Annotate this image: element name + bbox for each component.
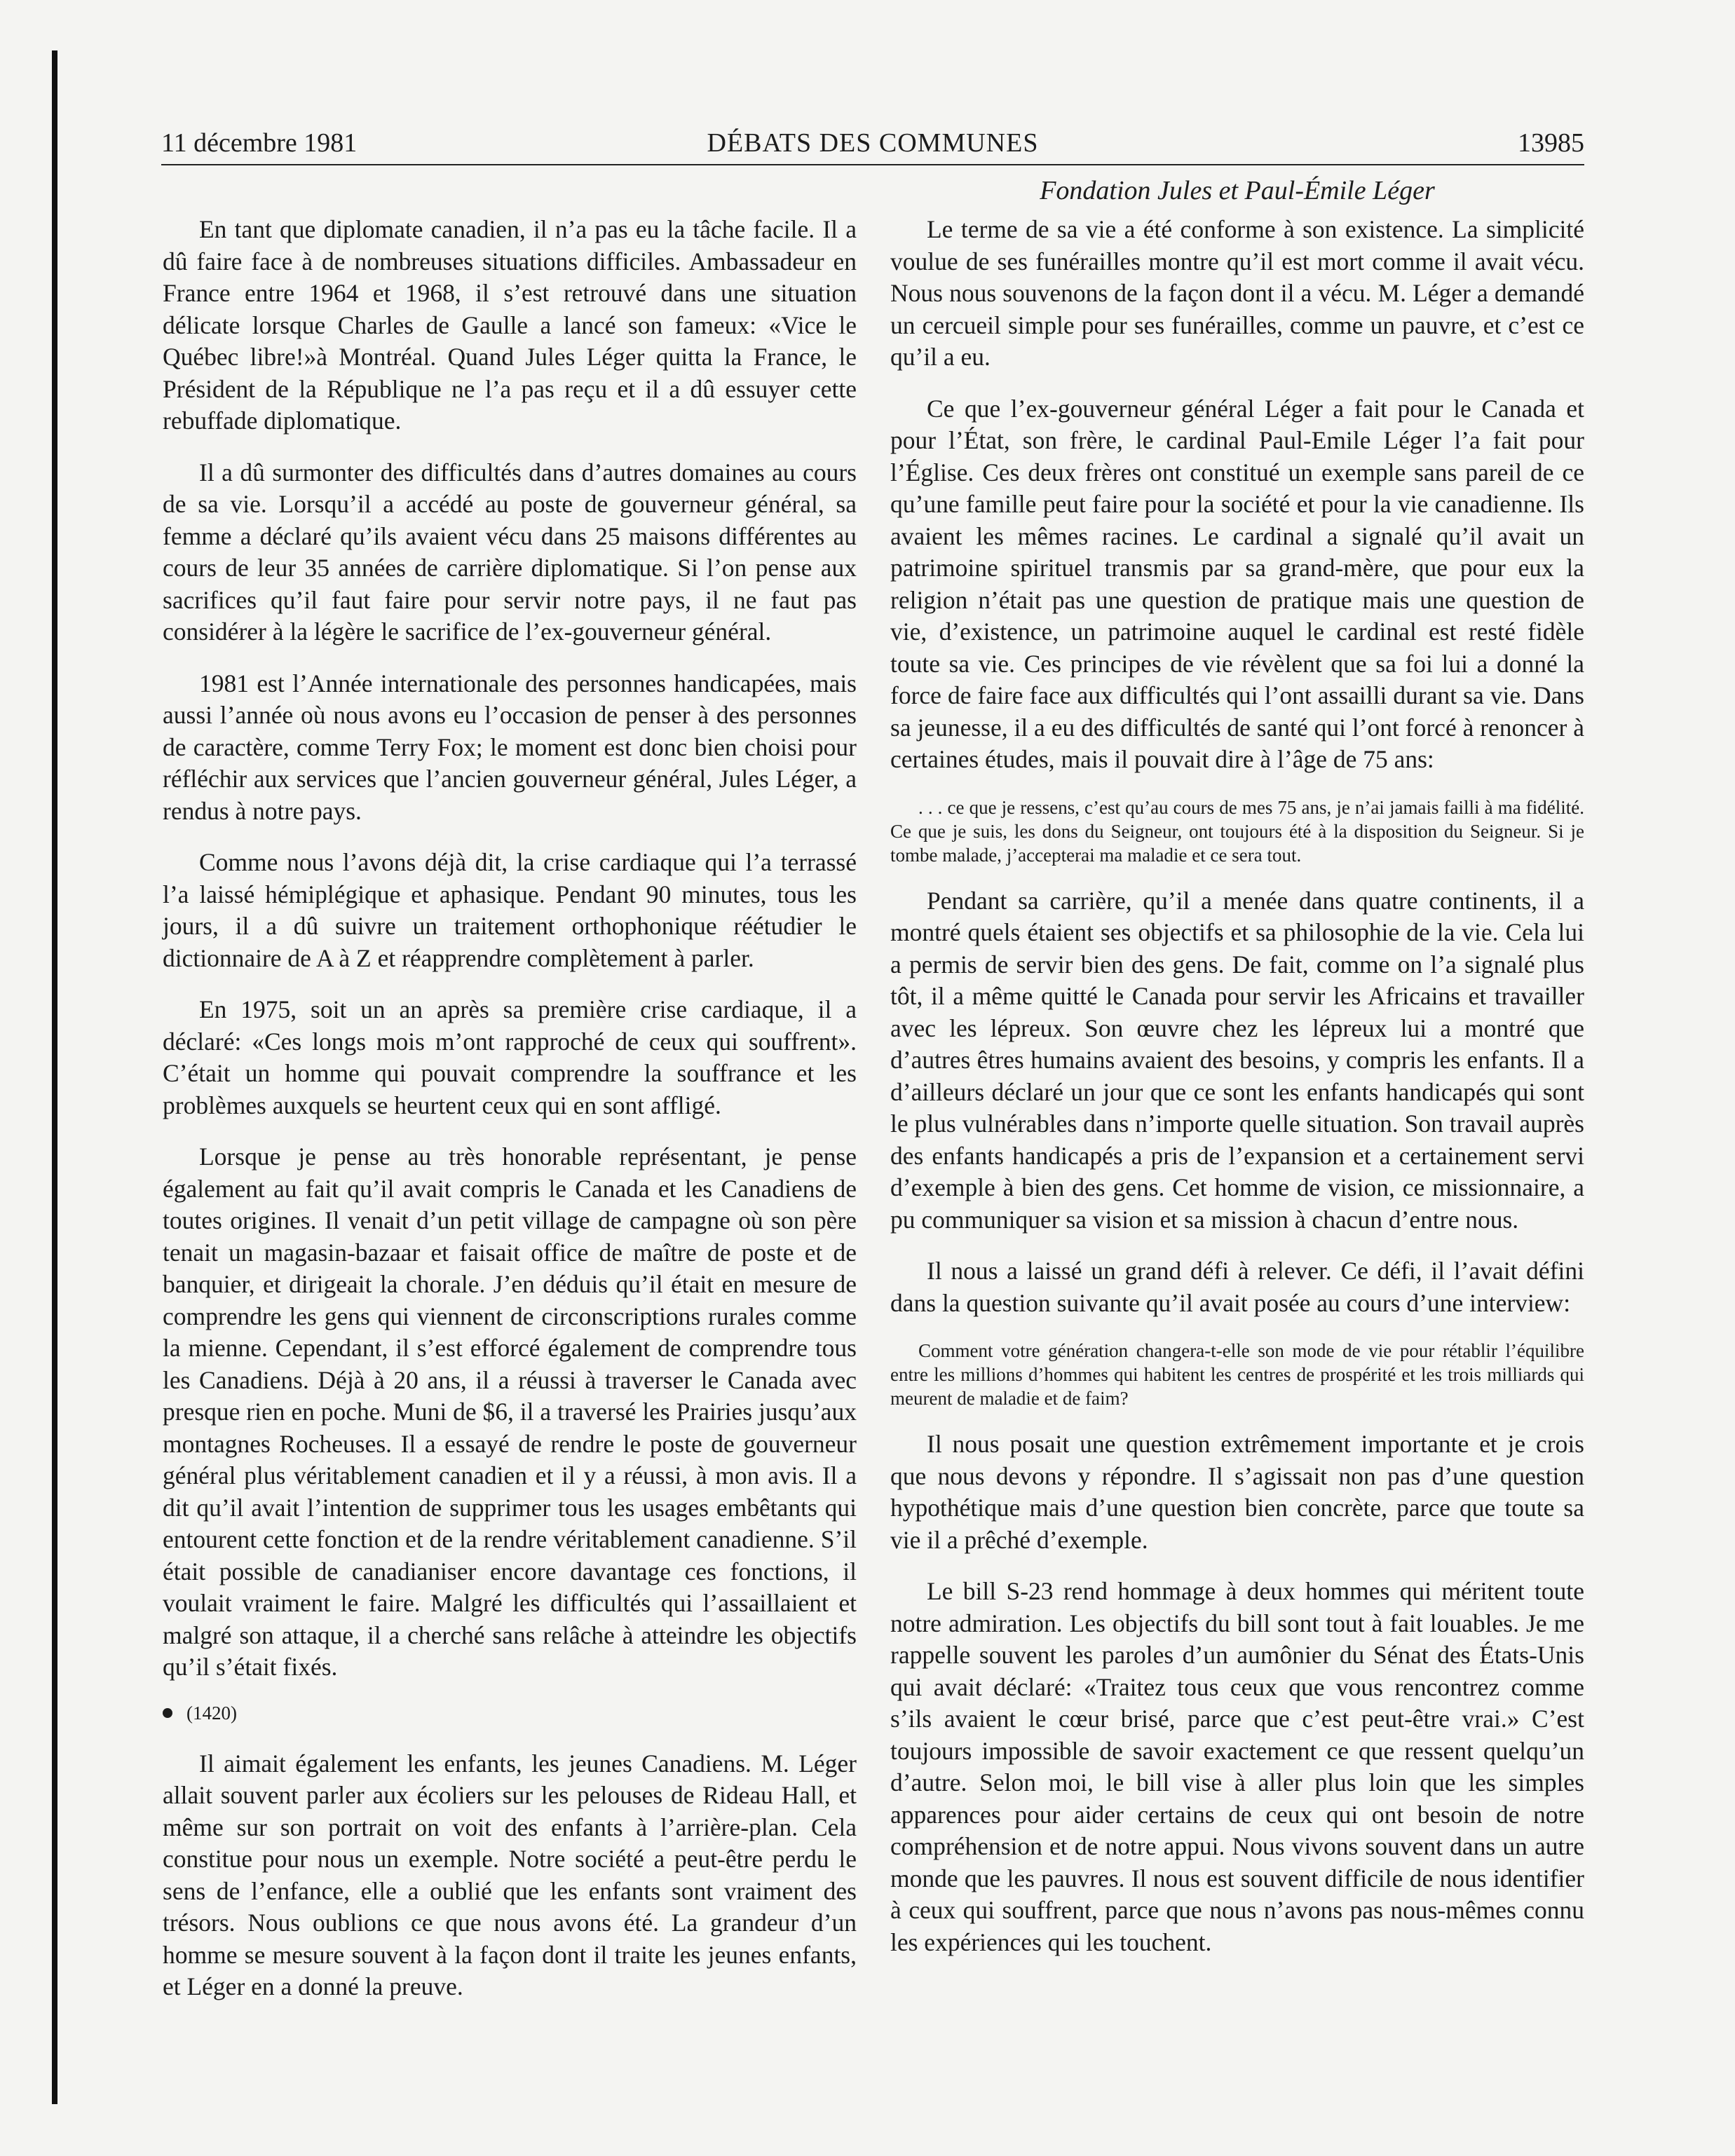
left-column bbox=[163, 214, 857, 2023]
block-quote bbox=[890, 1339, 1584, 1410]
paragraph: 1981 est l’Année internationale des personnes handicapées, mais aussi l’année où nous avons eu l’occasion de penser à des personnes de caractère, comme Terry Fox; le moment est donc bien choisi pour réfléchir aux services que l’ancien gouverneur général, Jules Léger, a rendus à notre pays. bbox=[163, 669, 857, 825]
block-quote bbox=[890, 796, 1584, 867]
header-rule bbox=[161, 164, 1584, 165]
bullet-icon bbox=[163, 1708, 172, 1718]
paragraph: Lorsque je pense au très honorable représentant, je pense également au fait qu’il avait compris le Canada et les Canadiens de toutes origines. Il venait d’un petit village de campagne où son père tenait un magasin-bazaar et faisait office de maître de poste et de banquier, et dirigeait la chorale. J’en déduis qu’il était en mesure de comprendre les gens qui viennent de circonscriptions rurales comme la mienne. Cependant, il s’est efforcé également de comprendre tous les Canadiens. Déjà à 20 ans, il a réussi à traverser le Canada avec presque rien en poche. Muni de $6, il a traversé les Prairies jusqu’aux montagnes Rocheuses. Il a essayé de rendre le poste de gouverneur général plus véritablement canadien et il y a réussi, à mon avis. Il a dit qu’il avait l’intention de supprimer tous les usages embêtants qui entourent cette fonction et de la rendre véritablement canadienne. S’il était possible de canadianiser encore davantage ces fonctions, il voulait vraiment le faire. Malgré les difficultés qui l’assaillaient et malgré son attaque, il a cherché sans relâche à atteindre les objectifs qu’il s’était fixés. bbox=[163, 1142, 857, 1681]
paragraph: En 1975, soit un an après sa première crise cardiaque, il a déclaré: «Ces longs mois m’ont rapproché de ceux qui souffrent». C’était un homme qui pouvait comprendre la souffrance et les problèmes auxquels se heurtent ceux qui en sont affligé. bbox=[163, 995, 857, 1119]
binding-edge-shadow bbox=[52, 50, 57, 2104]
running-header bbox=[161, 125, 1584, 161]
time-marker-text: (1420) bbox=[186, 1702, 237, 1724]
quote-text: Comment votre génération changera-t-elle son mode de vie pour rétablir l’équilibre entre les millions d’hommes qui habitent les centres de prospérité et les trois milliards qui meurent de maladie et de faim? bbox=[890, 1340, 1584, 1409]
section-title: Fondation Jules et Paul-Émile Léger bbox=[1040, 176, 1435, 205]
quote-text: . . . ce que je ressens, c’est qu’au cours de mes 75 ans, je n’ai jamais failli à ma fidélité. Ce que je suis, les dons du Seigneur, ont toujours été à la disposition du Seigneur. Si je tombe malade, j’accepterai ma maladie et ce sera tout. bbox=[890, 796, 1584, 866]
paragraph: Il a dû surmonter des difficultés dans d’autres domaines au cours de sa vie. Lorsqu’il a accédé au poste de gouverneur général, sa femme a déclaré qu’ils avaient vécu dans 25 maisons différentes au cours de leur 35 années de carrière diplomatique. Si l’on pense aux sacrifices qu’il faut faire pour servir notre pays, il ne faut pas considérer à la légère le sacrifice de l’ex-gouverneur général. bbox=[163, 458, 857, 646]
paragraph: En tant que diplomate canadien, il n’a pas eu la tâche facile. Il a dû faire face à de nombreuses situations difficiles. Ambassadeur en France entre 1964 et 1968, il s’est retrouvé dans une situation délicate lorsque Charles de Gaulle a lancé son fameux: «Vice le Québec libre!»à Montréal. Quand Jules Léger quitta la France, le Président de la République ne l’a pas reçu et il a dû essuyer cette rebuffade diplomatique. bbox=[163, 215, 857, 435]
right-column bbox=[890, 214, 1584, 1978]
paragraph: Comme nous l’avons déjà dit, la crise cardiaque qui l’a terrassé l’a laissé hémiplégique et aphasique. Pendant 90 minutes, tous les jours, il a dû suivre un traitement orthophonique réétudier le dictionnaire de A à Z et réapprendre complètement à parler. bbox=[163, 848, 857, 972]
time-marker bbox=[163, 1699, 857, 1727]
paragraph: Pendant sa carrière, qu’il a menée dans quatre continents, il a montré quels étaient ses objectifs et sa philosophie de la vie. Cela lui a permis de servir bien des gens. De fait, comme on l’a signalé plus tôt, il a même quitté le Canada pour servir les Africains et travailler avec les lépreux. Son œuvre chez les lépreux lui a montré que d’autres êtres humains avaient des besoins, y compris les enfants. Il a d’ailleurs déclaré un jour que ce sont les enfants handicapés qui sont le plus vulnérables dans n’importe quelle situation. Son travail auprès des enfants handicapés a pris de l’expansion et a certainement servi d’exemple à bien des gens. Cet homme de vision, ce missionnaire, a pu communiquer sa vision et sa mission à chacun d’entre nous. bbox=[890, 886, 1584, 1234]
header-page-number: 13985 bbox=[1518, 128, 1584, 158]
paragraph: Le bill S-23 rend hommage à deux hommes qui méritent toute notre admiration. Les objectifs du bill sont tout à fait louables. Je me rappelle souvent les paroles d’un aumônier du Sénat des États-Unis qui avait déclaré: «Traitez tous ceux que vous rencontrez comme s’ils avaient le cœur brisé, parce que c’est peut-être vrai.» C’est toujours impossible de savoir exactement ce que ressent quelqu’un d’autre. Selon moi, le bill vise à aller plus loin que les simples apparences pour aider certains de ceux qui ont besoin de notre compréhension et de notre appui. Nous vivons souvent dans un autre monde que les pauvres. Il nous est souvent difficile de nous identifier à ceux qui souffrent, parce que nous n’avons pas nous-mêmes connu les expériences qui les touchent. bbox=[890, 1577, 1584, 1956]
paragraph: Il nous a laissé un grand défi à relever. Ce défi, il l’avait défini dans la question suivante qu’il avait posée au cours d’une interview: bbox=[890, 1257, 1584, 1317]
paragraph: Il nous posait une question extrêmement importante et je crois que nous devons y répondre. Il s’agissait non pas d’une question hypothétique mais d’une question bien concrète, parce que toute sa vie il a prêché d’exemple. bbox=[890, 1430, 1584, 1554]
paragraph: Il aimait également les enfants, les jeunes Canadiens. M. Léger allait souvent parler aux écoliers sur les pelouses de Rideau Hall, et même sur son portrait on voit des enfants à l’arrière-plan. Cela constitue pour nous un exemple. Notre société a peut-être perdu le sens de l’enfance, elle a oublié que les enfants sont vraiment des trésors. Nous oublions ce que nous avons été. La grandeur d’un homme se mesure souvent à la façon dont il traite les jeunes enfants, et Léger en a donné la preuve. bbox=[163, 1749, 857, 2000]
paragraph: Le terme de sa vie a été conforme à son existence. La simplicité voulue de ses funérailles montre qu’il est mort comme il avait vécu. Nous nous souvenons de la façon dont il a vécu. M. Léger a demandé un cercueil simple pour ses funérailles, comme un pauvre, et c’est ce qu’il a eu. bbox=[890, 215, 1584, 371]
header-publication: DÉBATS DES COMMUNES bbox=[707, 128, 1039, 158]
paragraph: Ce que l’ex-gouverneur général Léger a fait pour le Canada et pour l’État, son frère, le cardinal Paul-Emile Léger l’a fait pour l’Église. Ces deux frères ont constitué un exemple sans pareil de ce qu’une famille peut faire pour la société et pour la vie canadienne. Ils avaient les mêmes racines. Le cardinal a signalé qu’il avait un patrimoine spirituel transmis par sa grand-mère, que pour eux la religion n’était pas une question de pratique mais une question de vie, d’existence, un patrimoine auquel le cardinal est resté fidèle toute sa vie. Ces principes de vie révèlent que sa foi lui a donné la force de faire face aux difficultés qui l’ont assailli durant sa vie. Dans sa jeunesse, il a eu des difficultés de santé qui l’ont forcé à renoncer à certaines études, mais il pouvait dire à l’âge de 75 ans: bbox=[890, 394, 1584, 773]
header-date: 11 décembre 1981 bbox=[161, 128, 358, 158]
